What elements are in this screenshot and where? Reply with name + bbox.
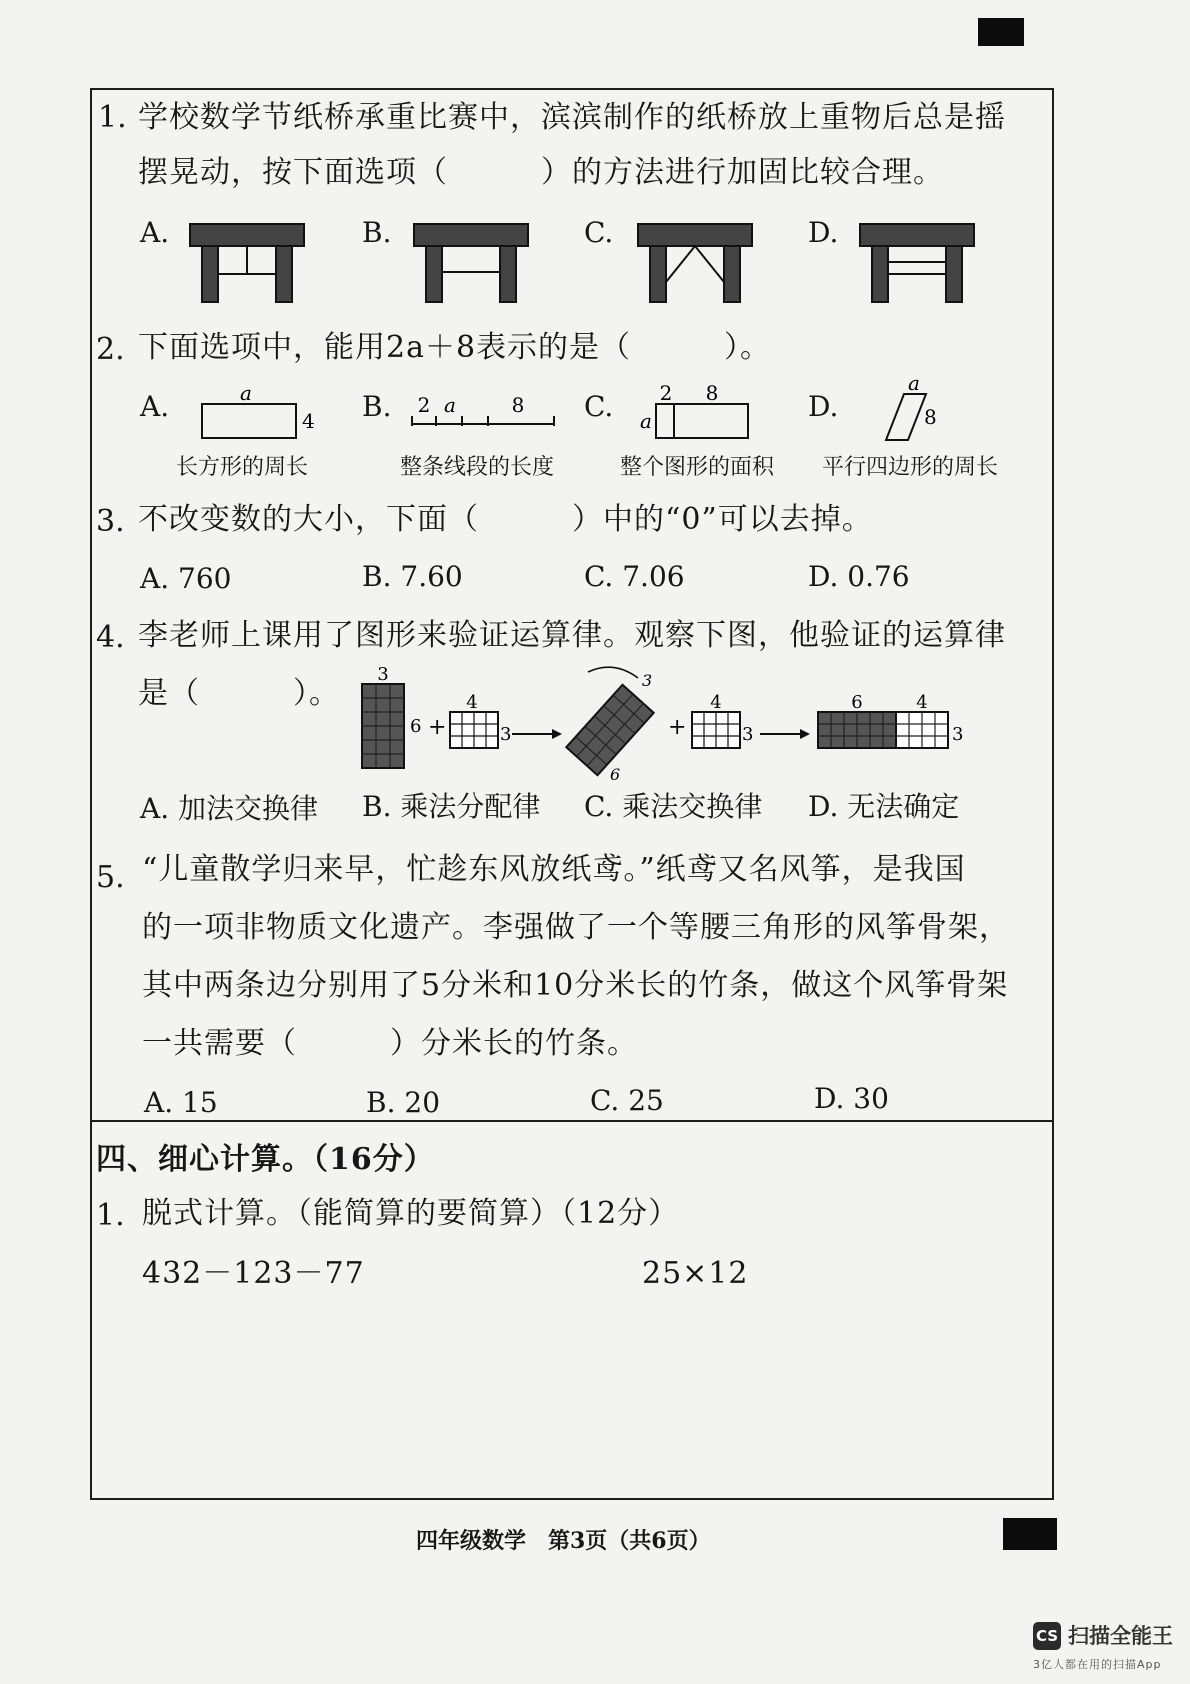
light-grid-4x3 [450,712,498,748]
label-4: 4 [710,692,722,713]
option-label-d[interactable]: D. [808,390,839,423]
registration-mark-bottom [1003,1518,1057,1550]
question-text-line: 脱式计算。（能简算的要简算）（12分） [142,1196,680,1231]
question-text-line: 其中两条边分别用了5分米和10分米长的竹条，做这个风筝骨架 [142,968,1009,1003]
segment-figure [408,384,558,434]
label-2: 2 [417,393,431,417]
label-3: 3 [952,724,964,745]
bridge-figure-a [188,222,306,304]
arrow-head-icon [552,729,562,739]
option-label-a[interactable]: A. [140,216,170,249]
option-a[interactable]: A. 15 [144,1086,218,1119]
option-b[interactable]: B. 7.60 [362,560,463,593]
section-title: 四、细心计算。（16分） [96,1142,435,1177]
question-text-line: 是（ ）。 [138,676,340,711]
label-6: 6 [410,716,422,737]
label-4: 4 [916,692,928,713]
bridge-figure-d [858,222,976,304]
camscanner-tagline: 3亿人都在用的扫描App [1033,1658,1162,1671]
label-8: 8 [705,381,719,405]
option-label-c[interactable]: C. [584,216,614,249]
question-number: 1. [98,100,127,135]
bridge-figure-b [412,222,530,304]
option-c[interactable]: C. 7.06 [584,560,685,593]
option-label-c[interactable]: C. [584,390,614,423]
question-number: 5. [96,860,125,895]
label-3: 3 [642,671,653,690]
camscanner-logo-icon: CS [1033,1622,1061,1650]
question-text-line: 学校数学节纸桥承重比赛中，滨滨制作的纸桥放上重物后总是摇 [138,100,1006,135]
label-a: a [240,384,252,405]
question-text-line: 一共需要（ ）分米长的竹条。 [142,1026,638,1061]
operation-law-figure [352,664,968,780]
option-b[interactable]: B. 乘法分配律 [362,790,541,823]
label-2: 2 [659,381,673,405]
rectangle-figure [196,384,316,442]
option-label-b[interactable]: B. [362,216,392,249]
combined-grid [818,712,948,748]
question-text-line: 李老师上课用了图形来验证运算律。观察下图，他验证的运算律 [138,618,1006,653]
label-a: a [908,374,920,395]
question-text-line: 下面选项中，能用2a＋8表示的是（ ）。 [138,330,772,365]
label-3: 3 [742,724,754,745]
arrow-head-icon [800,729,810,739]
option-label-a[interactable]: A. [140,390,170,423]
option-label-d[interactable]: D. [808,216,839,249]
question-number: 3. [96,504,125,539]
label-8: 8 [924,405,937,429]
option-d[interactable]: D. 30 [814,1082,889,1115]
label-3: 3 [377,664,389,685]
label-6: 6 [851,692,863,713]
question-text-line: 的一项非物质文化遗产。李强做了一个等腰三角形的风筝骨架， [142,910,1010,945]
bottom-rule [90,1498,1052,1500]
section-divider [90,1120,1052,1122]
question-number: 2. [96,332,125,367]
question-text-line: 不改变数的大小，下面（ ）中的“0”可以去掉。 [138,502,873,537]
option-b[interactable]: B. 20 [366,1086,441,1119]
plus-sign: + [428,715,447,740]
camscanner-name: 扫描全能王 [1068,1624,1173,1648]
caption-c: 整个图形的面积 [620,455,775,480]
label-6: 6 [610,765,621,780]
caption-b: 整条线段的长度 [400,455,555,480]
parallelogram-figure [880,374,960,444]
option-a[interactable]: A. 加法交换律 [140,792,319,825]
option-d[interactable]: D. 0.76 [808,560,910,593]
label-a: a [640,409,652,433]
label-3: 3 [500,724,512,745]
question-text-line: “儿童散学归来早，忙趁东风放纸鸢。”纸鸢又名风筝，是我国 [142,852,966,887]
option-c[interactable]: C. 乘法交换律 [584,790,763,823]
expression-1: 432－123－77 [142,1256,365,1291]
area-figure [636,380,756,442]
page-footer: 四年级数学 第3页（共6页） [416,1528,711,1554]
expression-2: 25×12 [642,1256,749,1291]
dark-grid-3x6 [362,684,404,768]
light-grid-4x3 [692,712,740,748]
caption-d: 平行四边形的周长 [822,455,999,480]
caption-a: 长方形的周长 [176,455,309,480]
option-d[interactable]: D. 无法确定 [808,790,960,823]
question-number: 4. [96,620,125,655]
question-number: 1. [96,1198,125,1233]
rotated-dark-grid [566,685,653,776]
option-label-b[interactable]: B. [362,390,392,423]
option-a[interactable]: A. 760 [140,562,232,595]
label-4: 4 [466,692,478,713]
rotate-arrow-icon [588,667,638,678]
label-4: 4 [302,409,315,433]
registration-mark-top [978,18,1024,46]
plus-sign: + [668,715,687,740]
label-a: a [444,393,456,417]
option-c[interactable]: C. 25 [590,1084,664,1117]
label-8: 8 [511,393,525,417]
bridge-figure-c [636,222,754,304]
question-text-line: 摆晃动，按下面选项（ ）的方法进行加固比较合理。 [138,155,944,190]
